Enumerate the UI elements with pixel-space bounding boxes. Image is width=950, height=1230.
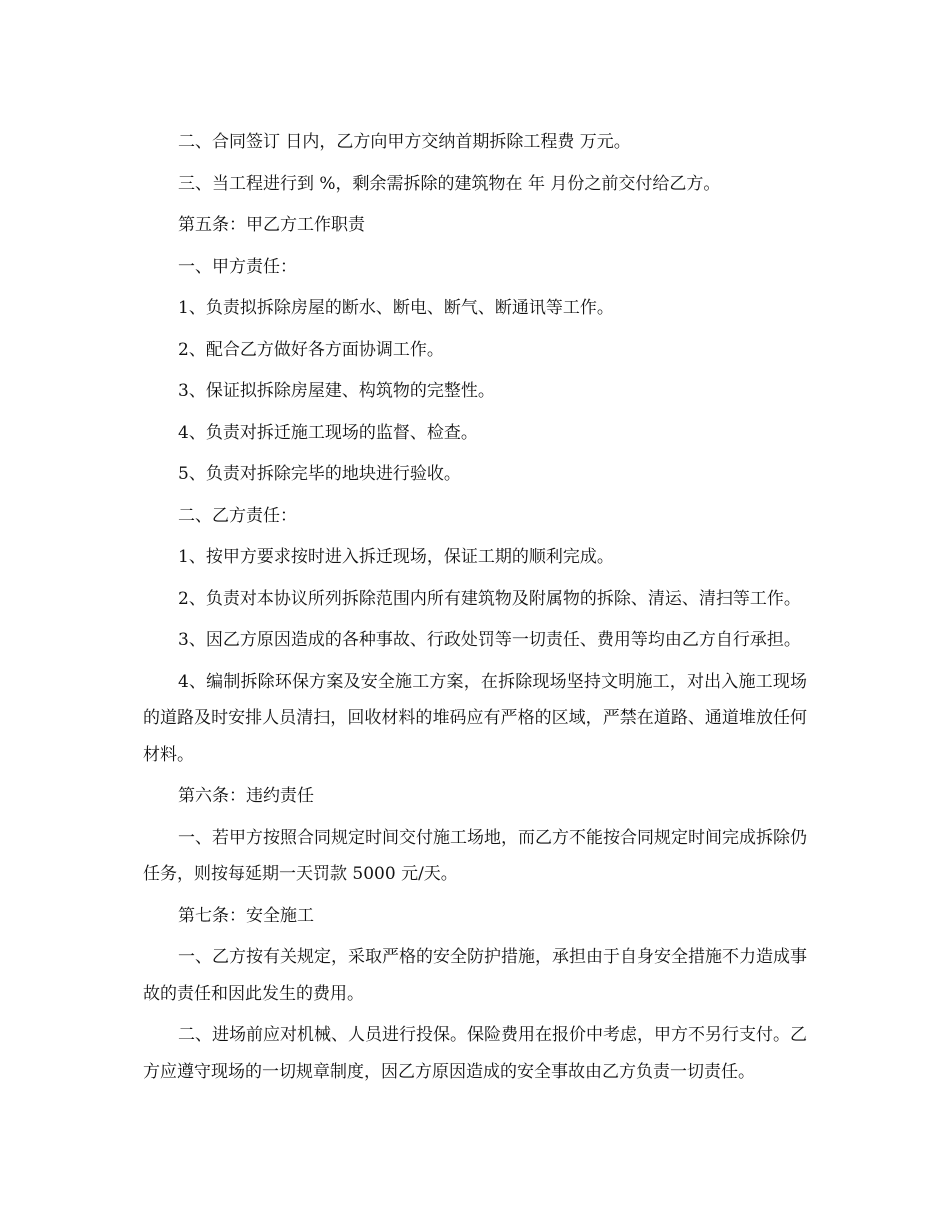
list-item: 1、负责拟拆除房屋的断水、断电、断气、断通讯等工作。	[178, 298, 614, 318]
list-item: 1、按甲方要求按时进入拆迁现场，保证工期的顺利完成。	[178, 547, 614, 567]
section-heading-7: 第七条：安全施工	[178, 905, 314, 926]
document-body	[143, 124, 807, 1095]
paragraph-safety-measures: 一、乙方按有关规定，采取严格的安全防护措施，承担由于自身安全措施不力造成事故的责任和因此发生的费用。	[143, 947, 807, 1004]
list-item: 2、负责对本协议所列拆除范围内所有建筑物及附属物的拆除、清运、清扫等工作。	[178, 588, 801, 609]
paragraph-insurance: 二、进场前应对机械、人员进行投保。保险费用在报价中考虑，甲方不另行支付。乙方应遵守现场的一切规章制度，因乙方原因造成的安全事故由乙方负责一切责任。	[143, 1025, 807, 1082]
paragraph-handover: 三、当工程进行到 %，剩余需拆除的建筑物在 年 月份之前交付给乙方。	[178, 173, 721, 194]
paragraph-penalty: 一、若甲方按照合同规定时间交付施工场地，而乙方不能按合同规定时间完成拆除仍任务，则按每延期一天罚款 5000 元/天。	[143, 827, 807, 884]
paragraph-initial-payment: 二、合同签订 日内，乙方向甲方交纳首期拆除工程费 万元。	[178, 132, 631, 152]
list-item: 3、因乙方原因造成的各种事故、行政处罚等一切责任、费用等均由乙方自行承担。	[178, 630, 801, 650]
list-item: 3、保证拟拆除房屋建、构筑物的完整性。	[178, 381, 495, 401]
section-heading-6: 第六条：违约责任	[178, 786, 314, 806]
list-item: 4、编制拆除环保方案及安全施工方案，在拆除现场坚持文明施工，对出入施工现场的道路及时安排人员清扫，回收材料的堆码应有严格的区域，严禁在道路、通道堆放任何材料。	[143, 671, 807, 765]
list-item: 4、负责对拆迁施工现场的监督、检查。	[178, 422, 478, 443]
section-heading-5: 第五条：甲乙方工作职责	[178, 215, 365, 235]
list-item: 2、配合乙方做好各方面协调工作。	[178, 339, 444, 360]
subheading-party-a: 一、甲方责任：	[178, 256, 297, 277]
subheading-party-b: 二、乙方责任：	[178, 505, 297, 526]
list-item: 5、负责对拆除完毕的地块进行验收。	[178, 464, 461, 484]
